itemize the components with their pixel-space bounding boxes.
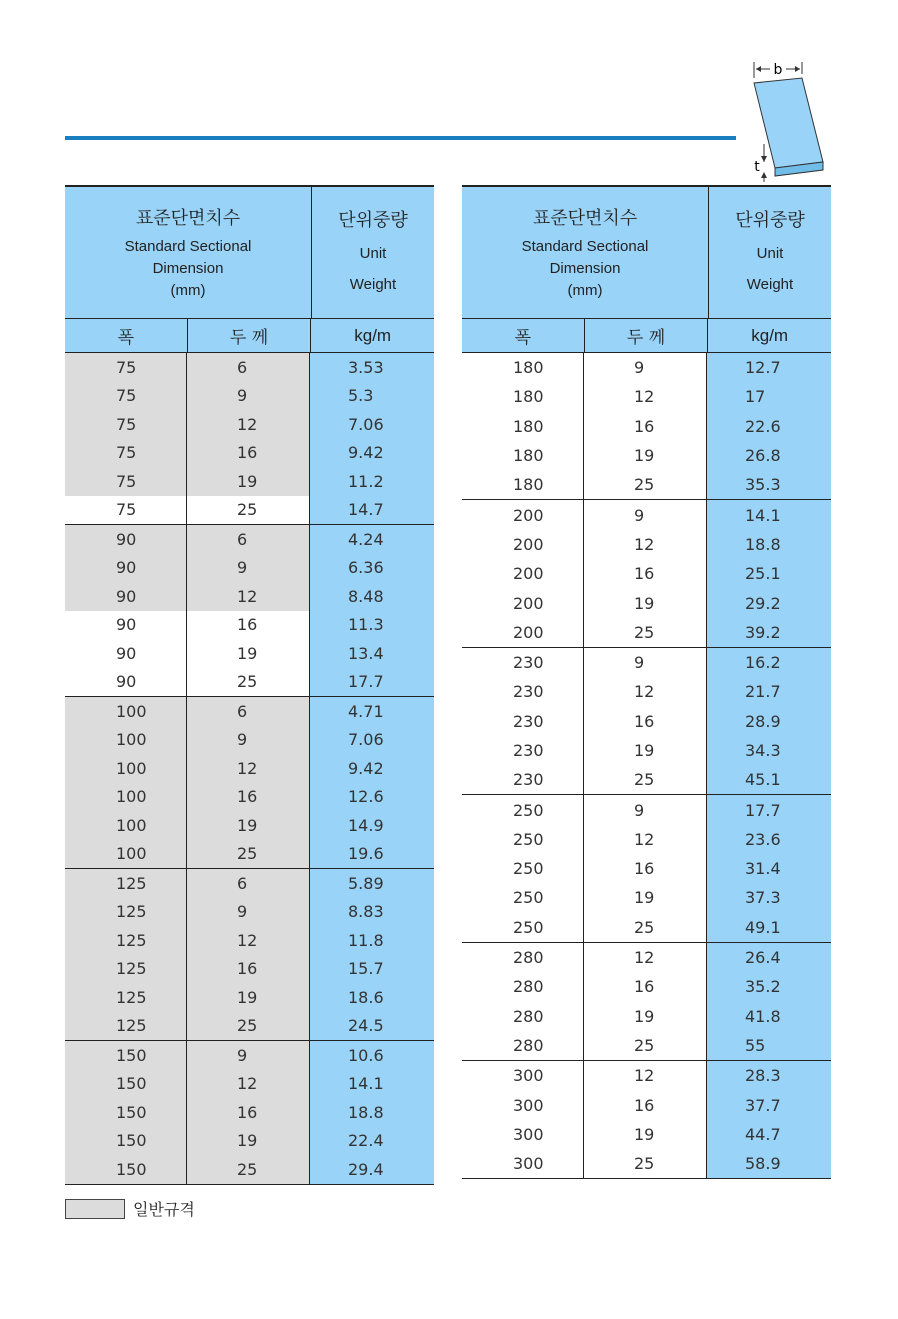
thickness-cell: 25	[584, 618, 707, 647]
width-cell: 250	[462, 854, 584, 883]
col-thickness-label: 두 께	[585, 319, 709, 352]
thickness-cell: 16	[187, 1098, 310, 1127]
thickness-cell: 19	[584, 883, 707, 912]
table-row	[462, 1031, 831, 1060]
thickness-cell: 16	[187, 783, 310, 812]
weight-cell: 12.6	[310, 783, 434, 812]
weight-cell: 58.9	[707, 1149, 831, 1178]
table-row	[65, 955, 434, 984]
title-rule	[65, 136, 736, 140]
thickness-cell: 9	[187, 554, 310, 583]
thickness-cell: 6	[187, 525, 310, 554]
weight-cell: 5.3	[310, 382, 434, 411]
thickness-cell: 12	[584, 530, 707, 559]
thickness-cell: 12	[584, 1061, 707, 1090]
table-row	[65, 1070, 434, 1099]
thickness-cell: 25	[584, 1031, 707, 1060]
weight-cell: 10.6	[310, 1041, 434, 1070]
table-row	[65, 1040, 434, 1070]
dimension-header	[462, 187, 709, 318]
thickness-cell: 6	[187, 353, 310, 382]
weight-header	[709, 187, 831, 318]
thickness-cell: 9	[584, 648, 707, 677]
weight-cell: 19.6	[310, 840, 434, 869]
width-cell: 150	[65, 1041, 187, 1070]
legend	[65, 1197, 195, 1220]
left-table	[65, 185, 434, 1185]
table-row	[65, 496, 434, 525]
weight-cell: 39.2	[707, 618, 831, 647]
width-cell: 250	[462, 825, 584, 854]
weight-cell: 18.6	[310, 983, 434, 1012]
dimension-header-en1: Standard Sectional	[521, 237, 649, 255]
width-cell: 125	[65, 955, 187, 984]
col-unit-label: kg/m	[354, 325, 392, 345]
table-row	[65, 439, 434, 468]
flat-bar-diagram	[748, 58, 832, 184]
weight-cell: 24.5	[310, 1012, 434, 1041]
col-width-label: 폭	[462, 319, 585, 352]
table-row	[65, 898, 434, 927]
table-row	[65, 726, 434, 755]
right-table	[462, 185, 831, 1179]
width-cell: 75	[65, 467, 187, 496]
width-cell: 200	[462, 588, 584, 617]
weight-cell: 37.7	[707, 1090, 831, 1119]
table-header	[462, 185, 831, 318]
thickness-cell: 9	[187, 898, 310, 927]
thickness-cell: 9	[584, 795, 707, 824]
weight-cell: 34.3	[707, 736, 831, 765]
width-cell: 125	[65, 869, 187, 898]
width-cell: 300	[462, 1061, 584, 1090]
thickness-cell: 19	[584, 1120, 707, 1149]
width-cell: 250	[462, 913, 584, 942]
table-row	[462, 854, 831, 883]
legend-label: 일반규격	[133, 1200, 195, 1219]
weight-cell: 26.8	[707, 441, 831, 470]
thickness-cell: 19	[187, 1127, 310, 1156]
table-row	[462, 1002, 831, 1031]
thickness-cell: 12	[584, 382, 707, 411]
width-cell: 90	[65, 554, 187, 583]
table-row	[65, 582, 434, 611]
width-cell: 280	[462, 943, 584, 972]
weight-cell: 14.9	[310, 811, 434, 840]
width-cell: 90	[65, 611, 187, 640]
weight-cell: 26.4	[707, 943, 831, 972]
col-width-label: 폭	[65, 319, 188, 352]
b-label: b	[773, 62, 783, 78]
weight-header-en2: Weight	[746, 275, 794, 293]
table-row	[65, 926, 434, 955]
width-cell: 300	[462, 1090, 584, 1119]
thickness-cell: 25	[584, 913, 707, 942]
weight-header-en1: Unit	[359, 244, 387, 262]
thickness-cell: 19	[584, 736, 707, 765]
width-cell: 125	[65, 983, 187, 1012]
table-header	[65, 185, 434, 318]
thickness-cell: 19	[584, 588, 707, 617]
table-row	[65, 868, 434, 898]
weight-cell: 16.2	[707, 648, 831, 677]
weight-cell: 13.4	[310, 639, 434, 668]
thickness-cell: 9	[584, 353, 707, 382]
width-cell: 200	[462, 618, 584, 647]
thickness-cell: 12	[187, 410, 310, 439]
thickness-cell: 16	[187, 955, 310, 984]
col-thickness-label: 두 께	[188, 319, 312, 352]
width-cell: 180	[462, 353, 584, 382]
thickness-cell: 12	[584, 825, 707, 854]
table-row	[462, 794, 831, 824]
dimension-header-en2: Dimension	[152, 259, 224, 277]
table-row	[65, 783, 434, 812]
weight-header	[312, 187, 434, 318]
width-cell: 250	[462, 883, 584, 912]
width-cell: 300	[462, 1149, 584, 1178]
width-cell: 200	[462, 500, 584, 529]
weight-cell: 49.1	[707, 913, 831, 942]
thickness-cell: 9	[187, 726, 310, 755]
width-cell: 150	[65, 1098, 187, 1127]
table-row	[65, 1127, 434, 1156]
weight-cell: 4.71	[310, 697, 434, 726]
thickness-cell: 19	[187, 811, 310, 840]
column-subheader	[65, 318, 434, 353]
width-cell: 200	[462, 530, 584, 559]
weight-cell: 14.1	[707, 500, 831, 529]
width-cell: 150	[65, 1155, 187, 1184]
weight-header-ko: 단위중량	[735, 209, 805, 231]
width-cell: 100	[65, 726, 187, 755]
width-cell: 150	[65, 1127, 187, 1156]
table-row	[65, 754, 434, 783]
weight-cell: 12.7	[707, 353, 831, 382]
weight-cell: 11.2	[310, 467, 434, 496]
table-row	[65, 353, 434, 382]
t-label: t	[754, 159, 760, 175]
dimension-header-ko: 표준단면치수	[135, 207, 241, 229]
thickness-cell: 12	[187, 1070, 310, 1099]
weight-cell: 9.42	[310, 439, 434, 468]
weight-cell: 7.06	[310, 726, 434, 755]
weight-cell: 17.7	[310, 668, 434, 697]
width-cell: 180	[462, 470, 584, 499]
width-cell: 90	[65, 668, 187, 697]
col-unit-label: kg/m	[751, 325, 789, 345]
weight-cell: 8.83	[310, 898, 434, 927]
thickness-cell: 12	[584, 943, 707, 972]
weight-cell: 44.7	[707, 1120, 831, 1149]
weight-cell: 21.7	[707, 677, 831, 706]
thickness-cell: 16	[187, 611, 310, 640]
width-cell: 180	[462, 441, 584, 470]
table-row	[462, 559, 831, 588]
thickness-cell: 19	[584, 1002, 707, 1031]
table-row	[462, 647, 831, 677]
table-row	[462, 825, 831, 854]
thickness-cell: 12	[187, 754, 310, 783]
table-row	[462, 382, 831, 411]
thickness-cell: 25	[584, 765, 707, 794]
thickness-cell: 25	[187, 496, 310, 525]
thickness-cell: 19	[584, 441, 707, 470]
thickness-cell: 12	[584, 677, 707, 706]
width-cell: 230	[462, 707, 584, 736]
legend-swatch	[65, 1199, 125, 1219]
width-cell: 100	[65, 840, 187, 869]
dimension-header-ko: 표준단면치수	[532, 207, 638, 229]
table-row	[462, 677, 831, 706]
width-cell: 200	[462, 559, 584, 588]
weight-header-en1: Unit	[756, 244, 784, 262]
weight-cell: 22.4	[310, 1127, 434, 1156]
thickness-cell: 16	[187, 439, 310, 468]
weight-cell: 18.8	[310, 1098, 434, 1127]
dimension-header	[65, 187, 312, 318]
width-cell: 250	[462, 795, 584, 824]
table-row	[65, 1155, 434, 1184]
table-row	[65, 639, 434, 668]
table-row	[65, 524, 434, 554]
width-cell: 230	[462, 765, 584, 794]
weight-cell: 35.3	[707, 470, 831, 499]
thickness-cell: 19	[187, 983, 310, 1012]
weight-cell: 41.8	[707, 1002, 831, 1031]
table-row	[65, 696, 434, 726]
thickness-cell: 12	[187, 926, 310, 955]
weight-cell: 14.1	[310, 1070, 434, 1099]
width-cell: 100	[65, 783, 187, 812]
width-cell: 100	[65, 754, 187, 783]
thickness-cell: 25	[584, 1149, 707, 1178]
table-row	[462, 1060, 831, 1090]
width-cell: 125	[65, 926, 187, 955]
thickness-cell: 16	[584, 1090, 707, 1119]
table-row	[65, 382, 434, 411]
weight-cell: 35.2	[707, 972, 831, 1001]
width-cell: 300	[462, 1120, 584, 1149]
weight-header-en2: Weight	[349, 275, 397, 293]
table-row	[462, 1149, 831, 1178]
thickness-cell: 9	[187, 1041, 310, 1070]
width-cell: 280	[462, 972, 584, 1001]
weight-cell: 8.48	[310, 582, 434, 611]
table-row	[462, 441, 831, 470]
thickness-cell: 16	[584, 854, 707, 883]
weight-cell: 25.1	[707, 559, 831, 588]
width-cell: 100	[65, 811, 187, 840]
table-row	[462, 883, 831, 912]
table-row	[462, 736, 831, 765]
table-row	[65, 668, 434, 697]
width-cell: 75	[65, 496, 187, 525]
dimension-header-en1: Standard Sectional	[124, 237, 252, 255]
table-row	[65, 554, 434, 583]
table-row	[462, 499, 831, 529]
width-cell: 180	[462, 382, 584, 411]
table-row	[462, 707, 831, 736]
table-row	[462, 765, 831, 794]
weight-cell: 29.4	[310, 1155, 434, 1184]
weight-cell: 18.8	[707, 530, 831, 559]
weight-cell: 15.7	[310, 955, 434, 984]
width-cell: 90	[65, 639, 187, 668]
width-cell: 150	[65, 1070, 187, 1099]
weight-cell: 31.4	[707, 854, 831, 883]
table-row	[462, 1090, 831, 1119]
weight-cell: 11.3	[310, 611, 434, 640]
table-row	[462, 470, 831, 499]
weight-cell: 4.24	[310, 525, 434, 554]
table-row	[65, 467, 434, 496]
width-cell: 230	[462, 736, 584, 765]
weight-cell: 17.7	[707, 795, 831, 824]
width-cell: 90	[65, 525, 187, 554]
column-subheader	[462, 318, 831, 353]
weight-cell: 37.3	[707, 883, 831, 912]
dimension-header-unit: (mm)	[567, 281, 603, 299]
thickness-cell: 25	[187, 1012, 310, 1041]
width-cell: 90	[65, 582, 187, 611]
width-cell: 75	[65, 353, 187, 382]
table-row	[462, 913, 831, 942]
table-row	[65, 611, 434, 640]
thickness-cell: 16	[584, 707, 707, 736]
weight-cell: 29.2	[707, 588, 831, 617]
width-cell: 125	[65, 898, 187, 927]
thickness-cell: 9	[187, 382, 310, 411]
width-cell: 75	[65, 439, 187, 468]
thickness-cell: 25	[187, 840, 310, 869]
weight-cell: 14.7	[310, 496, 434, 525]
thickness-cell: 19	[187, 467, 310, 496]
left-table-body	[65, 353, 434, 1185]
table-row	[65, 1012, 434, 1041]
dimension-header-en2: Dimension	[549, 259, 621, 277]
right-table-body	[462, 353, 831, 1179]
table-row	[462, 618, 831, 647]
thickness-cell: 6	[187, 869, 310, 898]
weight-cell: 28.9	[707, 707, 831, 736]
weight-cell: 3.53	[310, 353, 434, 382]
weight-cell: 45.1	[707, 765, 831, 794]
weight-cell: 55	[707, 1031, 831, 1060]
thickness-cell: 6	[187, 697, 310, 726]
table-row	[462, 588, 831, 617]
thickness-cell: 25	[187, 1155, 310, 1184]
table-row	[65, 410, 434, 439]
table-row	[462, 412, 831, 441]
weight-cell: 6.36	[310, 554, 434, 583]
table-row	[462, 1120, 831, 1149]
weight-cell: 28.3	[707, 1061, 831, 1090]
weight-cell: 11.8	[310, 926, 434, 955]
table-row	[462, 942, 831, 972]
width-cell: 75	[65, 410, 187, 439]
width-cell: 180	[462, 412, 584, 441]
thickness-cell: 25	[187, 668, 310, 697]
table-row	[65, 840, 434, 869]
width-cell: 280	[462, 1002, 584, 1031]
weight-cell: 17	[707, 382, 831, 411]
width-cell: 280	[462, 1031, 584, 1060]
thickness-cell: 9	[584, 500, 707, 529]
width-cell: 125	[65, 1012, 187, 1041]
weight-cell: 7.06	[310, 410, 434, 439]
thickness-cell: 16	[584, 972, 707, 1001]
weight-cell: 23.6	[707, 825, 831, 854]
thickness-cell: 12	[187, 582, 310, 611]
thickness-cell: 25	[584, 470, 707, 499]
table-row	[462, 530, 831, 559]
width-cell: 230	[462, 677, 584, 706]
width-cell: 100	[65, 697, 187, 726]
weight-cell: 22.6	[707, 412, 831, 441]
weight-header-ko: 단위중량	[338, 209, 408, 231]
table-row	[65, 983, 434, 1012]
table-row	[65, 1098, 434, 1127]
table-row	[65, 811, 434, 840]
weight-cell: 5.89	[310, 869, 434, 898]
thickness-cell: 16	[584, 412, 707, 441]
width-cell: 230	[462, 648, 584, 677]
table-row	[462, 972, 831, 1001]
weight-cell: 9.42	[310, 754, 434, 783]
width-cell: 75	[65, 382, 187, 411]
dimension-header-unit: (mm)	[170, 281, 206, 299]
thickness-cell: 19	[187, 639, 310, 668]
table-row	[462, 353, 831, 382]
thickness-cell: 16	[584, 559, 707, 588]
